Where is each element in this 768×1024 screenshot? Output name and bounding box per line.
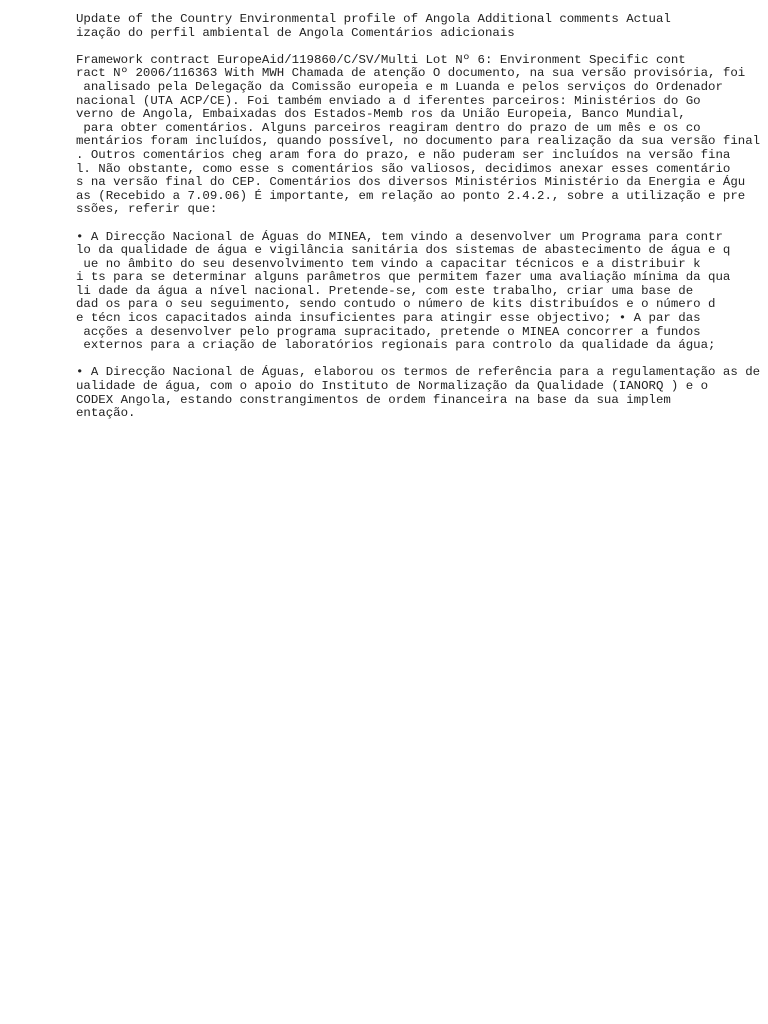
heading-line: Update of the Country Environmental profile of Angola Additional comments Actual (76, 12, 671, 26)
text-line: acções a desenvolver pelo programa supracitado, pretende o MINEA concorrer a fundos (76, 324, 701, 339)
text-line: i ts para se determinar alguns parâmetros que permitem fazer uma avaliação mínima da qua (76, 270, 731, 285)
heading-line: ização do perfil ambiental de Angola Comentários adicionais (76, 25, 515, 40)
text-line: s na versão final do CEP. Comentários dos diversos Ministérios Ministério da Energia e Águ (76, 175, 746, 190)
text-line: ualidade de água, com o apoio do Instituto de Normalização da Qualidade (IANORQ ) e o (76, 379, 709, 394)
text-line: ue no âmbito do seu desenvolvimento tem vindo a capacitar técnicos e a distribuir k (76, 256, 701, 271)
text-line: Framework contract EuropeAid/119860/C/SV/Multi Lot Nº 6: Environment Specific cont (76, 52, 686, 67)
text-line: li dade da água a nível nacional. Pretende-se, com este trabalho, criar uma base de (76, 283, 694, 298)
text-line: • A Direcção Nacional de Águas, elaborou os termos de referência para a regulamentação as de (76, 365, 761, 380)
text-line: as (Recebido a 7.09.06) É importante, em relação ao ponto 2.4.2., sobre a utilização e pre (76, 188, 746, 203)
text-line: nacional (UTA ACP/CE). Foi também enviado a d iferentes parceiros: Ministérios do Go (76, 93, 701, 108)
paragraph-water-quality-program (76, 231, 766, 353)
text-line: entação. (76, 406, 136, 421)
text-line: e técn icos capacitados ainda insuficientes para atingir esse objectivo; • A par das (76, 311, 701, 326)
text-line: . Outros comentários cheg aram fora do prazo, e não puderam ser incluídos na versão fina (76, 147, 731, 162)
document-page (76, 13, 766, 434)
text-line: lo da qualidade de água e vigilância sanitária dos sistemas de abastecimento de água e q (76, 243, 731, 258)
text-line: ract Nº 2006/116363 With MWH Chamada de atenção O documento, na sua versão provisória, foi (76, 66, 746, 81)
text-line: ssões, referir que: (76, 202, 218, 217)
text-line: analisado pela Delegação da Comissão europeia e m Luanda e pelos serviços do Ordenador (76, 79, 723, 94)
paragraph-framework-contract (76, 54, 766, 217)
text-line: mentários foram incluídos, quando possível, no documento para realização da sua versão final (76, 134, 761, 149)
text-line: CODEX Angola, estando constrangimentos de ordem financeira na base da sua implem (76, 392, 671, 407)
text-line: • A Direcção Nacional de Águas do MINEA, tem vindo a desenvolver um Programa para contr (76, 229, 723, 244)
text-line: dad os para o seu seguimento, sendo contudo o número de kits distribuídos e o número d (76, 297, 716, 312)
paragraph-regulation-terms (76, 366, 766, 420)
text-line: para obter comentários. Alguns parceiros reagiram dentro do prazo de um mês e os co (76, 120, 701, 135)
document-heading (76, 13, 766, 40)
text-line: verno de Angola, Embaixadas dos Estados-Memb ros da União Europeia, Banco Mundial, (76, 107, 686, 122)
text-line: l. Não obstante, como esse s comentários são valiosos, decidimos anexar esses comentário (76, 161, 731, 176)
text-line: externos para a criação de laboratórios regionais para controlo da qualidade da água; (76, 338, 716, 353)
